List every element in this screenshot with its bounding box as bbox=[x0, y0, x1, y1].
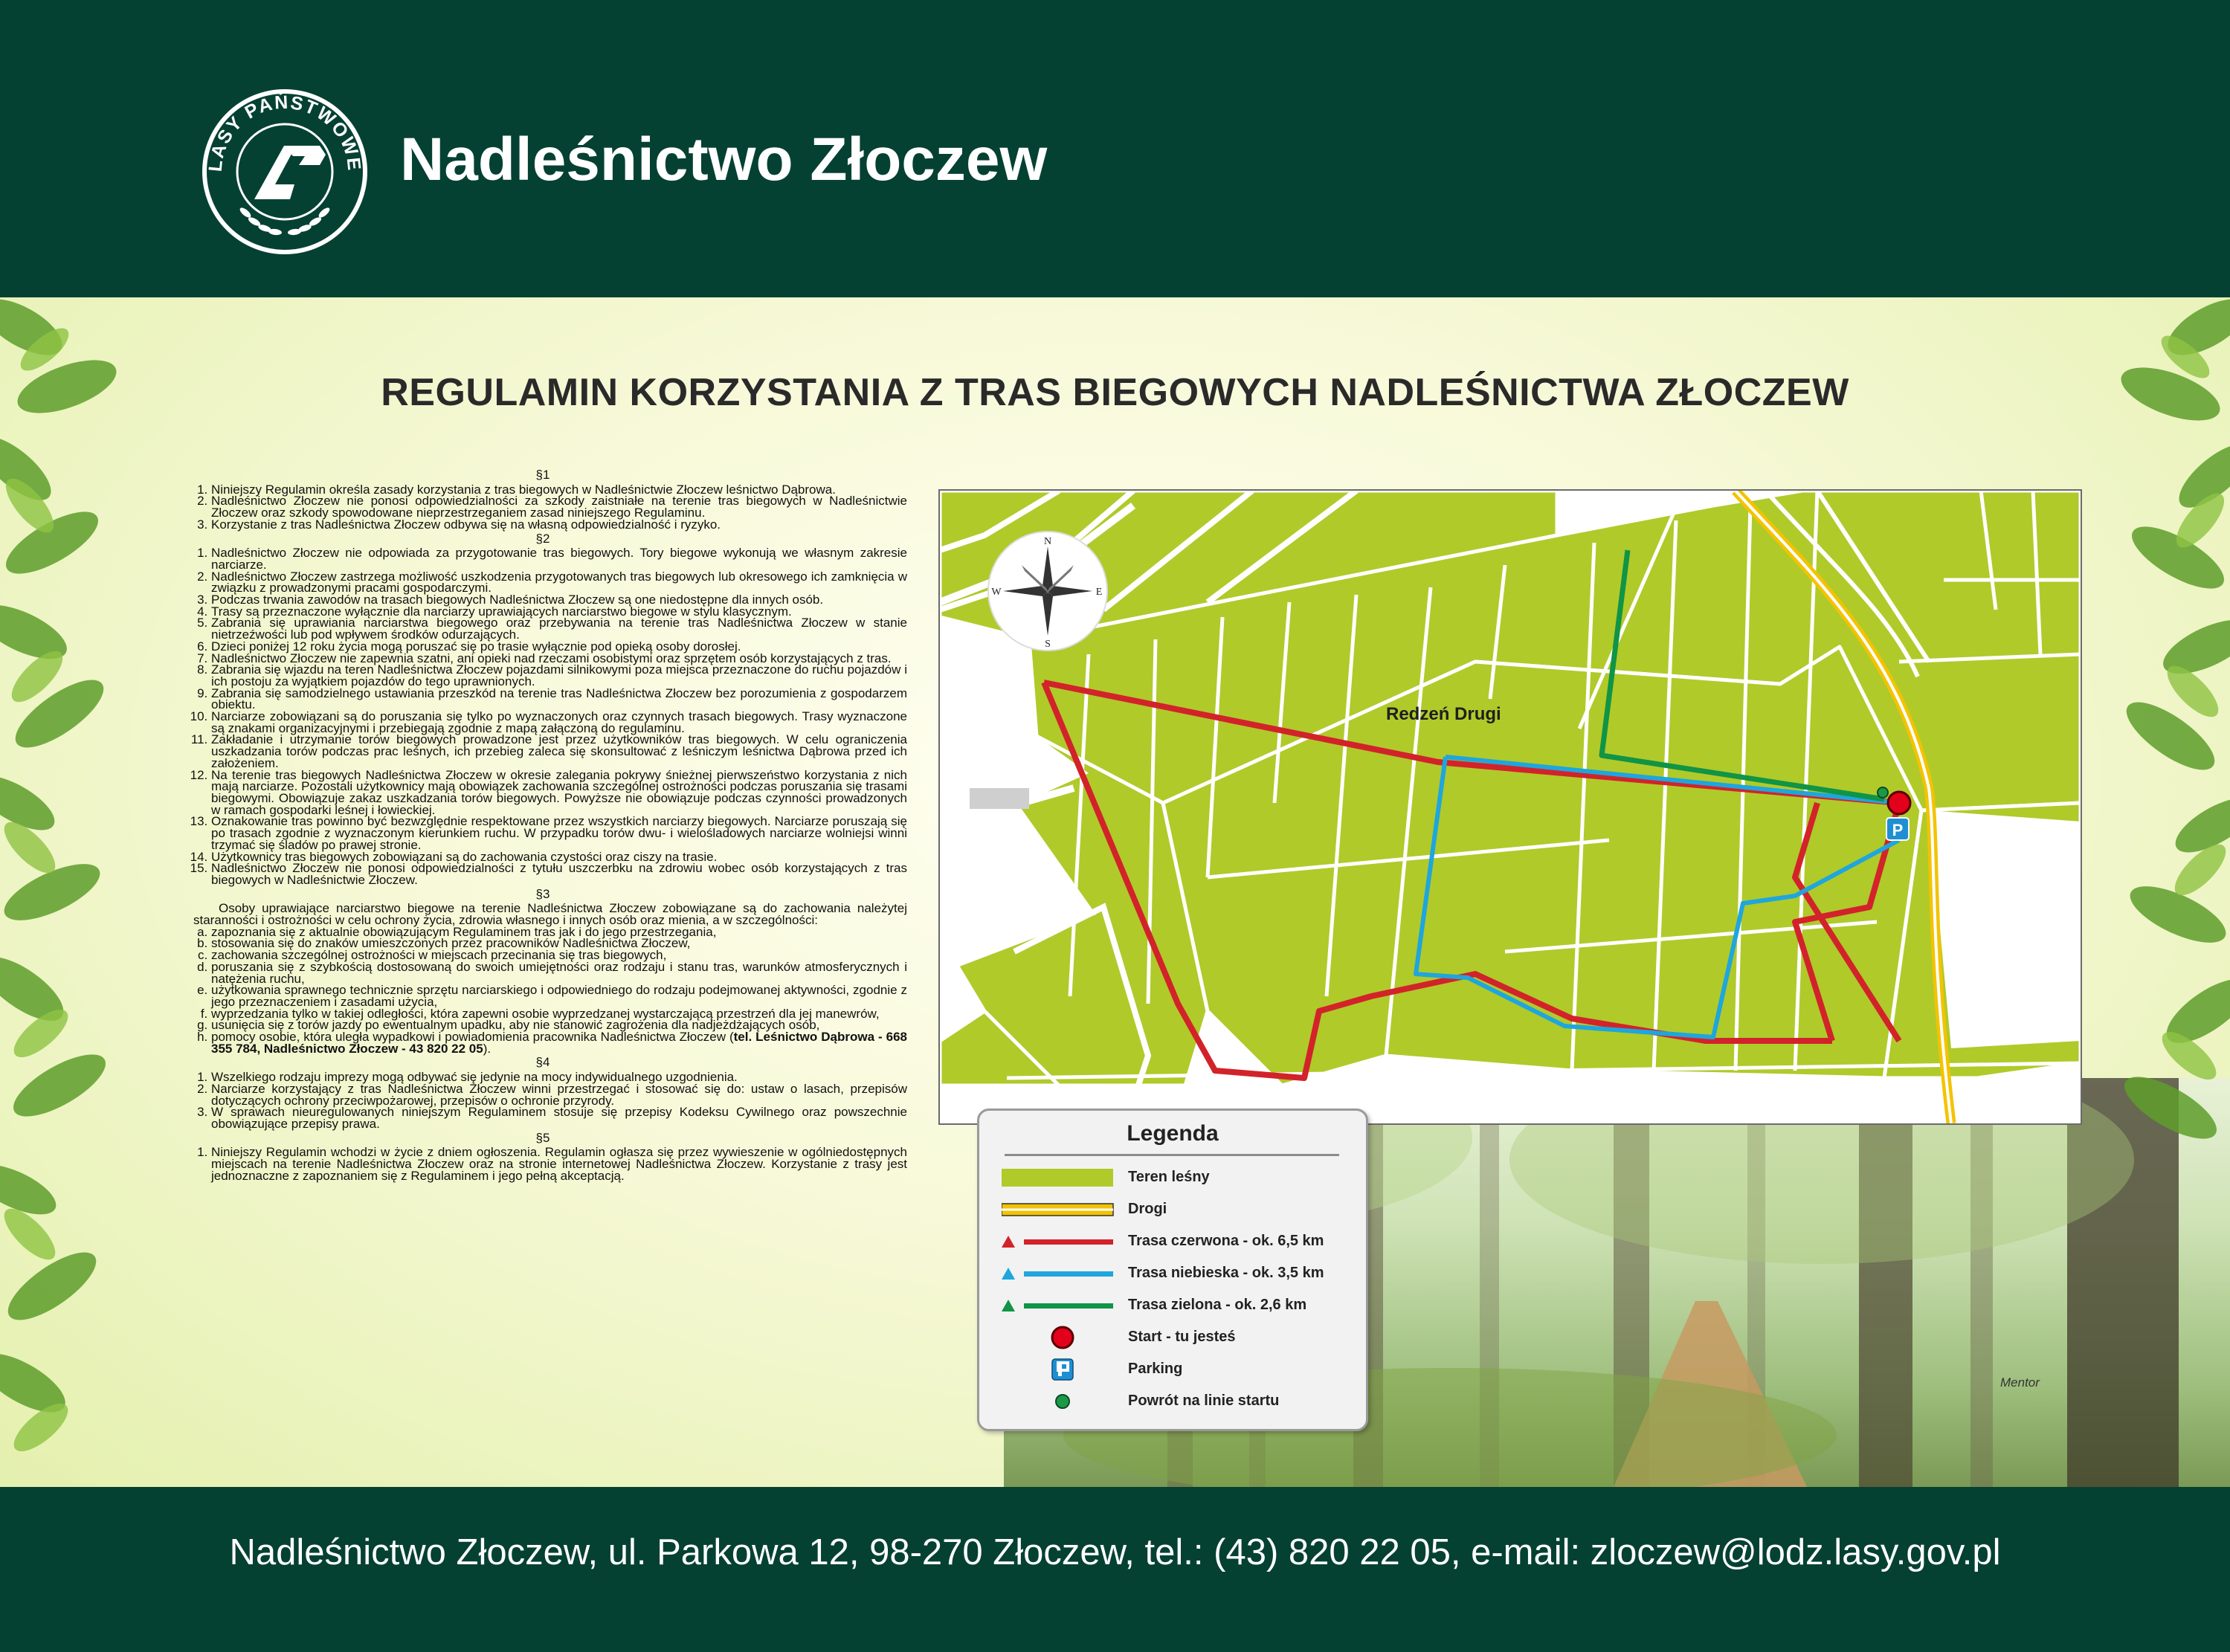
list-item: 3. Korzystanie z tras Nadleśnictwa Złoczew odbywa się na własną odpowiedzialność i ryzyko. bbox=[211, 519, 907, 531]
map-legend bbox=[977, 1109, 1368, 1431]
building-icon bbox=[970, 788, 1029, 809]
list-item: e. użytkowania sprawnego technicznie sprzętu narciarskiego i odpowiedniego do rodzaju podejmowanej aktywności, zgodnie z jego przeznaczeniem i zasadami użycia, bbox=[211, 984, 907, 1007]
blue-trail-swatch-icon bbox=[1002, 1259, 1128, 1288]
section-heading-4: §4 bbox=[535, 1055, 550, 1070]
legend-label: Trasa czerwona - ok. 6,5 km bbox=[1128, 1233, 1324, 1249]
legend-item-parking bbox=[979, 1355, 1366, 1384]
section-heading-2: §2 bbox=[535, 531, 550, 546]
compass-west-label: W bbox=[991, 587, 1002, 598]
regulations-text bbox=[178, 467, 907, 1181]
list-item: 7. Nadleśnictwo Złoczew nie zapewnia szatni, ani opieki nad rzeczami osobistymi oraz sprzętem osób korzystających z tras. bbox=[211, 653, 907, 665]
board-title: REGULAMIN KORZYSTANIA Z TRAS BIEGOWYCH NADLEŚNICTWA ZŁOCZEW bbox=[381, 371, 1849, 414]
forest-areas bbox=[940, 491, 2081, 1085]
legend-item-roads bbox=[979, 1195, 1366, 1225]
section-4-list bbox=[178, 1071, 907, 1130]
list-item-emergency-contact bbox=[211, 1031, 907, 1054]
emergency-phones: tel. Leśnictwo Dąbrowa - 668 355 784, Nadleśnictwo Złoczew - 43 820 22 05 bbox=[211, 1030, 907, 1056]
return-marker-icon bbox=[1878, 787, 1888, 798]
legend-label: Teren leśny bbox=[1128, 1169, 1210, 1185]
start-marker-icon bbox=[1888, 792, 1910, 814]
list-item: a. zapoznania się z aktualnie obowiązującym Regulaminem tras jak i do jego przestrzegania, bbox=[211, 926, 907, 938]
notice-board bbox=[0, 297, 2230, 1487]
legend-label: Powrót na linie startu bbox=[1128, 1393, 1280, 1409]
list-item: 8. Zabrania się wjazdu na teren Nadleśnictwa Złoczew pojazdami silnikowymi poza miejsca przeznaczone do ruchu pojazdów i ich postoju za wyjątkiem pojazdów do tego uprawnionych. bbox=[211, 664, 907, 687]
list-item: d. poruszania się z szybkością dostosowaną do swoich umiejętności oraz rodzaju i stanu tras, warunków atmosferycznych i natężenia ruchu, bbox=[211, 961, 907, 984]
legend-label: Drogi bbox=[1128, 1201, 1167, 1217]
logo-arc-text: LASY PAŃSTWOWE bbox=[204, 91, 365, 173]
forest-swatch-icon bbox=[1002, 1163, 1128, 1193]
compass-rose-icon bbox=[988, 532, 1107, 651]
list-item: 13. Oznakowanie tras powinno być bezwzględnie respektowane przez wszystkich narciarzy biegowych. Narciarze poruszają się po trasach zgodnie z wyznaczonym kierunkiem ruchu. W przypadku torów dwu- i wielośladowych narciarze wolniejsi winni trzymać się śladów po prawej stronie. bbox=[211, 816, 907, 851]
compass-south-label: S bbox=[1045, 639, 1051, 650]
list-item: 1. Niniejszy Regulamin określa zasady korzystania z tras biegowych w Nadleśnictwie Złoczew leśnictwo Dąbrowa. bbox=[211, 484, 907, 496]
trail-map-svg bbox=[940, 491, 2081, 1123]
footer-contact: Nadleśnictwo Złoczew, ul. Parkowa 12, 98-270 Złoczew, tel.: (43) 820 22 05, e-mail: zloczew@lodz.lasy.gov.pl bbox=[229, 1532, 2001, 1572]
list-item: 3. Podczas trwania zawodów na trasach biegowych Nadleśnictwa Złoczew są one niedostępne dla innych osób. bbox=[211, 594, 907, 606]
section-3-list bbox=[178, 926, 907, 1055]
legend-divider bbox=[1005, 1154, 1339, 1156]
place-label: Redzeń Drugi bbox=[1386, 704, 1501, 724]
return-swatch-icon bbox=[1002, 1387, 1128, 1416]
section-5-list bbox=[178, 1146, 907, 1181]
section-1-list bbox=[178, 484, 907, 531]
list-item: 14. Użytkownicy tras biegowych zobowiązani są do zachowania czystości oraz ciszy na trasie. bbox=[211, 851, 907, 863]
legend-item-forest bbox=[979, 1163, 1366, 1193]
emergency-text: pomocy osobie, która uległa wypadkowi i powiadomienia pracownika Nadleśnictwa Złoczew ( bbox=[211, 1030, 734, 1045]
list-item: g. usunięcia się z torów jazdy po ewentualnym upadku, aby nie stanowić zagrożenia dla nadjeżdżających osób, bbox=[211, 1019, 907, 1031]
list-item: 9. Zabrania się samodzielnego ustawiania przeszkód na terenie tras Nadleśnictwa Złoczew bez porozumienia z gospodarzem obiektu. bbox=[211, 688, 907, 711]
list-item: 1. Niniejszy Regulamin wchodzi w życie z dniem ogłoszenia. Regulamin ogłasza się przez wywieszenie w ogólniedostępnych miejscach na terenie Nadleśnictwa Złoczew oraz na stronie internetowej Nadleśnictwa Złoczew. Korzystanie z trasy jest jednoznaczne z zapoznaniem się z Regulaminem i jego pełną akceptacją. bbox=[211, 1146, 907, 1181]
legend-item-start bbox=[979, 1323, 1366, 1352]
compass-north-label: N bbox=[1043, 536, 1052, 547]
section-heading-3: §3 bbox=[535, 886, 550, 901]
emergency-text-end: ). bbox=[483, 1041, 492, 1056]
list-item: 5. Zabrania się uprawiania narciarstwa biegowego oraz przebywania na terenie tras Nadleśnictwa Złoczew w stanie nietrzeźwości lub pod wpływem środków odurzających. bbox=[211, 617, 907, 640]
road-swatch-icon bbox=[1002, 1195, 1128, 1225]
list-item: f. wyprzedzania tylko w takiej odległości, która zapewni osobie wyprzedzanej wystarczającą przestrzeń dla jej manewrów, bbox=[211, 1008, 907, 1020]
list-item: b. stosowania się do znaków umieszczonych przez pracowników Nadleśnictwa Złoczew, bbox=[211, 938, 907, 949]
list-item: 2. Nadleśnictwo Złoczew zastrzega możliwość uszkodzenia przygotowanych tras biegowych lub okresowego ich zamknięcia w związku z prowadzonymi pracami gospodarczymi. bbox=[211, 571, 907, 594]
list-item: 10. Narciarze zobowiązani są do poruszania się tylko po wyznaczonych oraz czynnych trasach biegowych. Trasy wyznaczone są znakami organizacyjnymi i przebiegają zgodnie z mapą załączoną do regulaminu. bbox=[211, 711, 907, 734]
list-item: 12. Na terenie tras biegowych Nadleśnictwa Złoczew w okresie zalegania pokrywy śnieżnej pierwszeństwo korzystania z nich mają narciarze. Pozostali użytkownicy mają obowiązek zachowania szczególnej ostrożności podczas poruszania się trasami biegowymi. Obowiązuje zakaz uszkadzania torów biegowych. Powyższe nie obowiązuje podczas czynności prowadzonych w ramach gospodarki leśnej i łowieckiej. bbox=[211, 769, 907, 816]
section-3-intro: Osoby uprawiające narciarstwo biegowe na terenie Nadleśnictwa Złoczew zobowiązane są do zachowania należytej staranności i ostrożności w celu ochrony życia, zdrowia własnego i innych osób oraz mienia, a w szczególności: bbox=[193, 901, 907, 928]
list-item: 1. Wszelkiego rodzaju imprezy mogą odbywać się jedynie na mocy indywidualnego uzgodnienia. bbox=[211, 1071, 907, 1083]
legend-title: Legenda bbox=[1127, 1121, 1219, 1146]
legend-label: Trasa zielona - ok. 2,6 km bbox=[1128, 1297, 1307, 1313]
footer-band bbox=[0, 1487, 2230, 1652]
legend-label: Start - tu jesteś bbox=[1128, 1329, 1236, 1345]
list-item: 15. Nadleśnictwo Złoczew nie ponosi odpowiedzialności z tytułu uszczerbku na zdrowiu wobec osób korzystających z tras biegowych w Nadleśnictwie Złoczew. bbox=[211, 862, 907, 885]
compass-east-label: E bbox=[1095, 587, 1103, 598]
list-item: 2. Narciarze korzystający z tras Nadleśnictwa Złoczew winni przestrzegać i stosować się do: ustaw o lasach, przepisów dotyczących ochrony przeciwpożarowej, przepisów o ochronie przyrody. bbox=[211, 1083, 907, 1106]
list-item: 4. Trasy są przeznaczone wyłącznie dla narciarzy uprawiających narciarstwo biegowe w stylu klasycznym. bbox=[211, 606, 907, 618]
legend-label: Parking bbox=[1128, 1361, 1183, 1377]
header-band bbox=[0, 0, 2230, 297]
legend-item-blue-trail bbox=[979, 1259, 1366, 1288]
list-item: c. zachowania szczególnej ostrożności w miejscach przecinania się tras biegowych, bbox=[211, 949, 907, 961]
list-item: 1. Nadleśnictwo Złoczew nie odpowiada za przygotowanie tras biegowych. Tory biegowe wykonują we własnym zakresie narciarze. bbox=[211, 547, 907, 570]
parking-swatch-icon bbox=[1002, 1355, 1128, 1384]
legend-item-return bbox=[979, 1387, 1366, 1416]
logo-leaf-wreath bbox=[239, 206, 332, 236]
print-credit: Mentor bbox=[2000, 1375, 2040, 1390]
section-heading-5: §5 bbox=[535, 1130, 550, 1145]
section-2-list bbox=[178, 547, 907, 885]
legend-item-green-trail bbox=[979, 1291, 1366, 1320]
legend-label: Trasa niebieska - ok. 3,5 km bbox=[1128, 1265, 1324, 1281]
list-item: 11. Zakładanie i utrzymanie torów biegowych prowadzone jest przez użytkowników tras biegowych. W celu ograniczenia uszkadzania torów podczas prac leśnych, ich przebieg zaleca się skonsultować z leśniczym leśnictwa Dąbrowa przed ich założeniem. bbox=[211, 734, 907, 769]
section-heading-1: §1 bbox=[535, 468, 550, 482]
organization-title: Nadleśnictwo Złoczew bbox=[400, 126, 1048, 193]
list-item: 2. Nadleśnictwo Złoczew nie ponosi odpowiedzialności za szkody zaistniałe na terenie tras biegowych w Nadleśnictwie Złoczew oraz szkody spowodowane nieprzestrzeganiem zasad niniejszego Regulaminu. bbox=[211, 495, 907, 518]
trail-map bbox=[938, 489, 2082, 1125]
list-item: 6. Dzieci poniżej 12 roku życia mogą poruszać się po trasie wyłącznie pod opieką osoby dorosłej. bbox=[211, 641, 907, 653]
red-trail-swatch-icon bbox=[1002, 1227, 1128, 1256]
legend-item-red-trail bbox=[979, 1227, 1366, 1256]
list-item: 3. W sprawach nieuregulowanych niniejszym Regulaminem stosuje się przepisy Kodeksu Cywilnego oraz powszechnie obowiązujące przepisy prawa. bbox=[211, 1106, 907, 1129]
lasy-panstwowe-logo bbox=[201, 88, 369, 256]
parking-marker-icon bbox=[1886, 818, 1909, 840]
logo-lp-mark bbox=[254, 146, 326, 199]
green-trail-swatch-icon bbox=[1002, 1291, 1128, 1320]
parking-marker-letter: P bbox=[1892, 821, 1904, 839]
start-swatch-icon bbox=[1002, 1323, 1128, 1352]
